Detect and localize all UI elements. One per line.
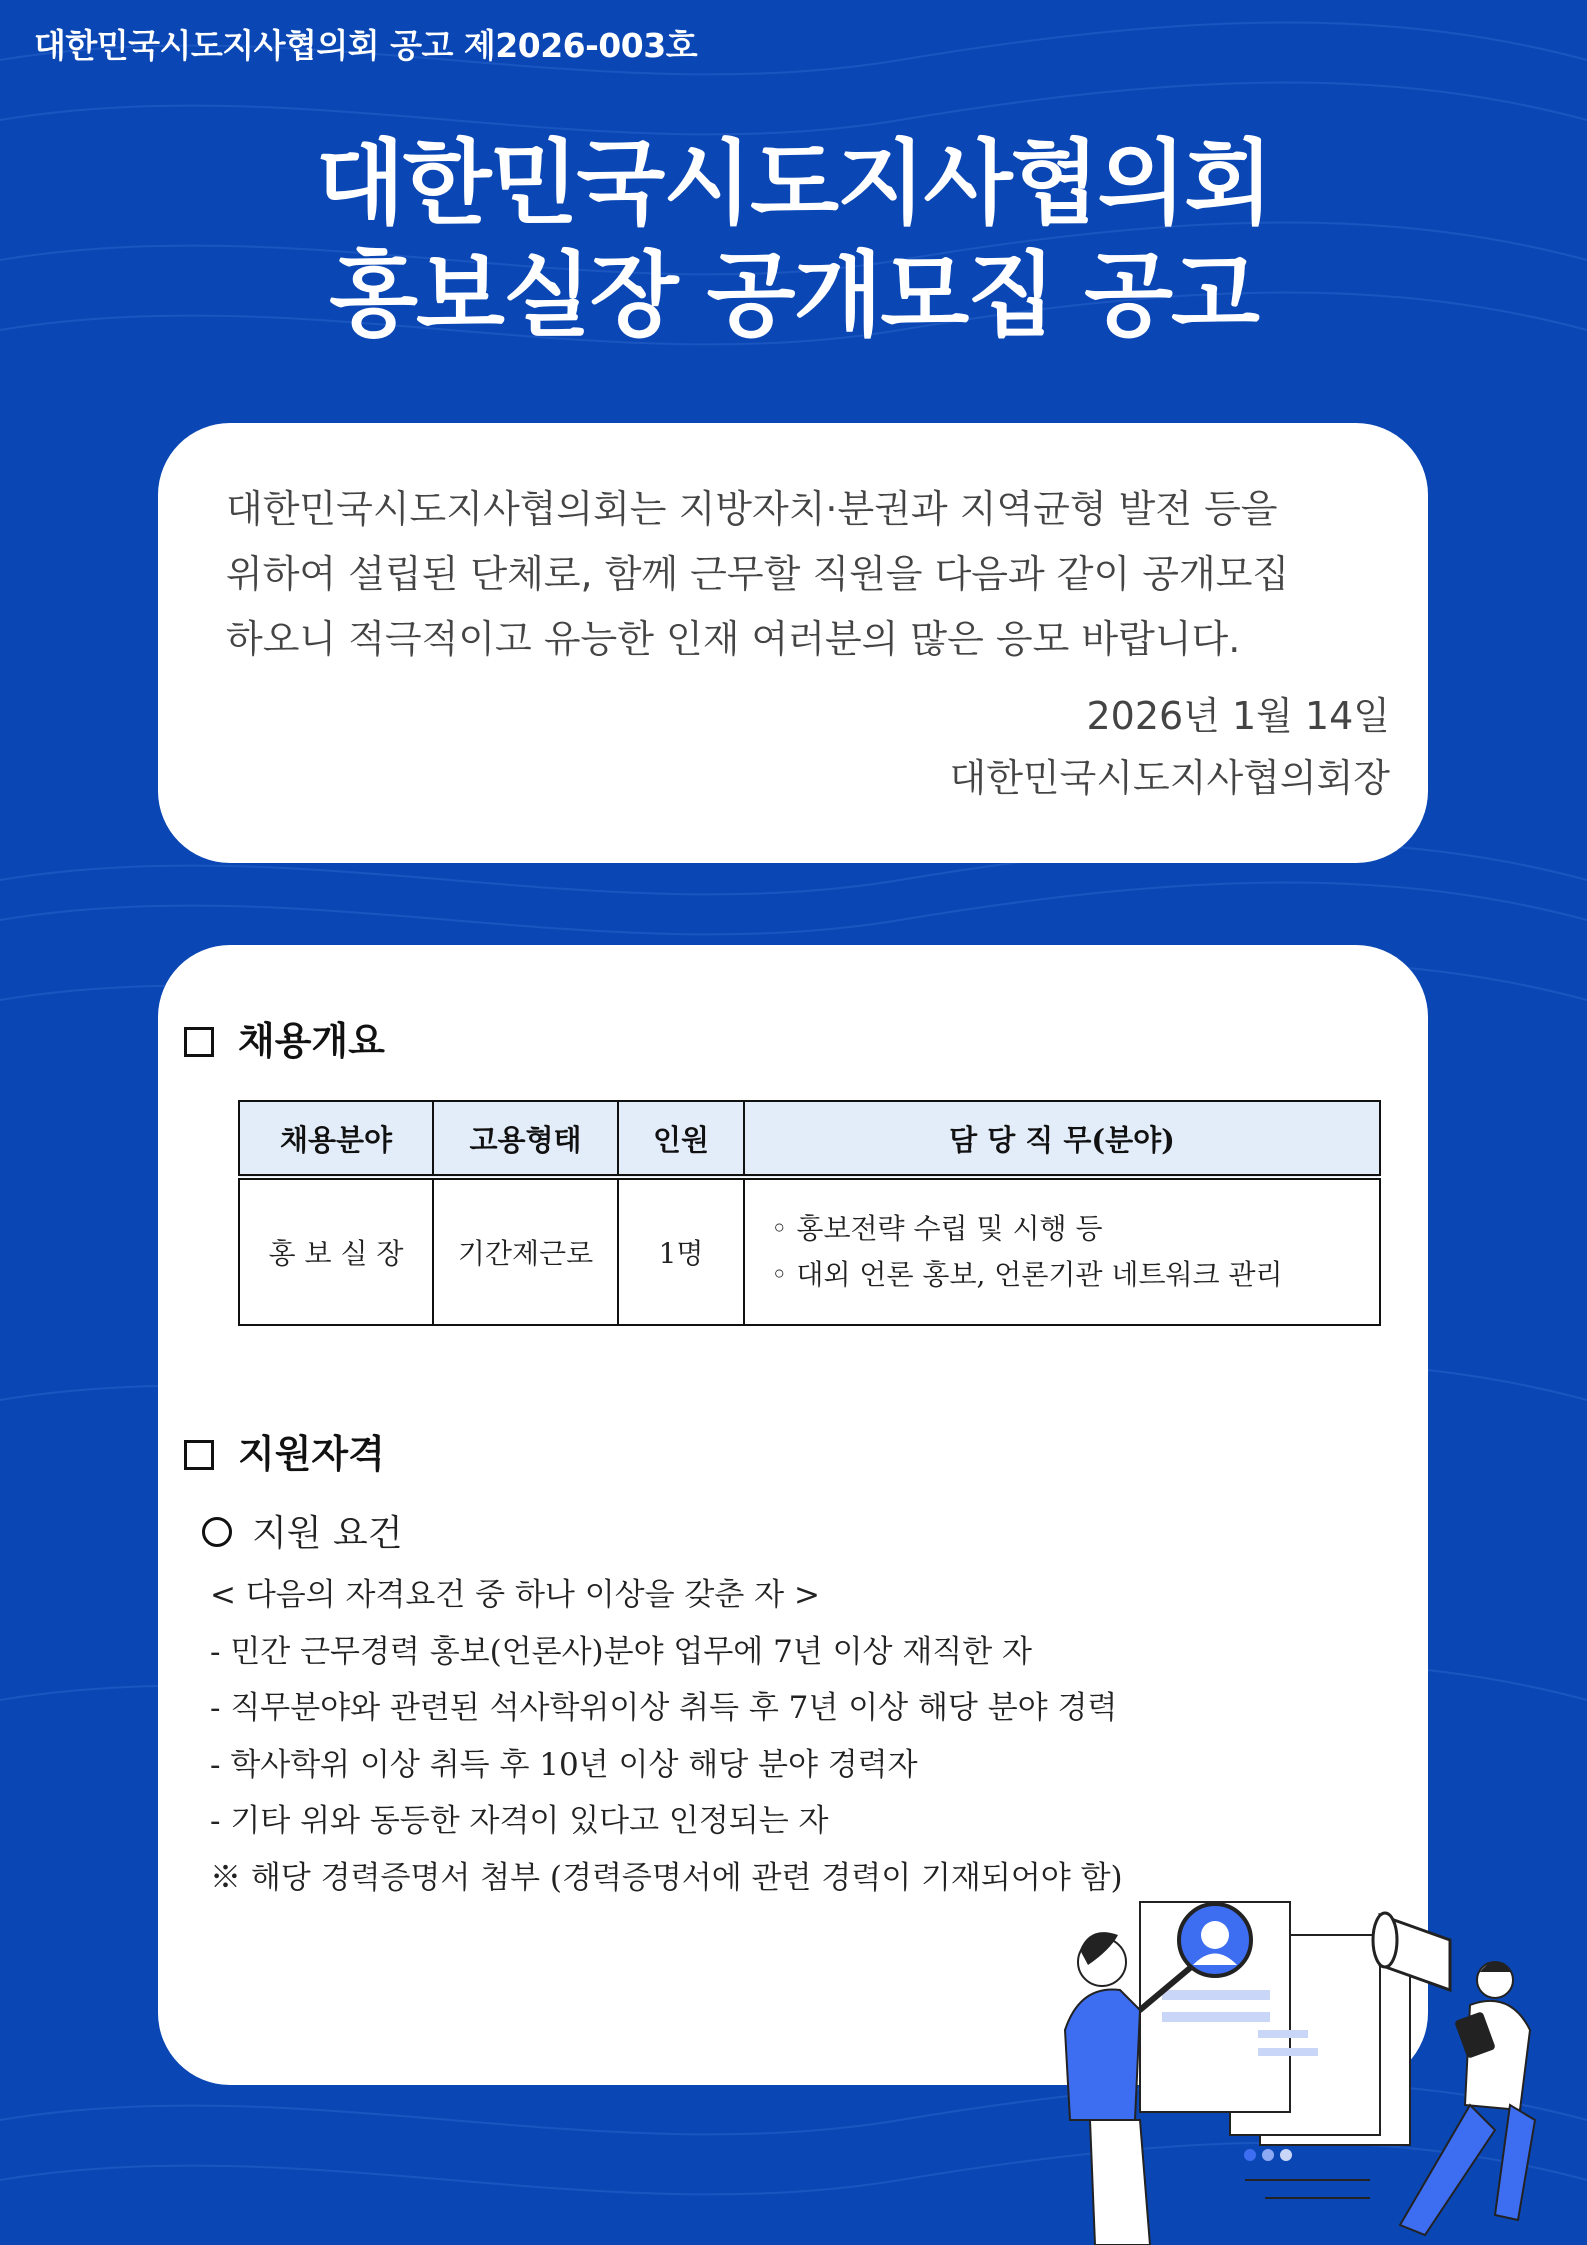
qualification-line: < 다음의 자격요건 중 하나 이상을 갖춘 자 > bbox=[210, 1577, 820, 1613]
section-heading-recruit bbox=[184, 1010, 385, 1065]
megaphone-bell-icon bbox=[1373, 1913, 1397, 1967]
page-title-line1: 대한민국시도지사협의회 bbox=[315, 130, 1272, 237]
square-bullet-icon bbox=[184, 1027, 214, 1057]
section-heading-text: 채용개요 bbox=[238, 1018, 385, 1063]
section-heading-qualification bbox=[184, 1423, 385, 1478]
intro-text bbox=[226, 477, 1386, 672]
intro-line: 위하여 설립된 단체로, 함께 근무할 직원을 다음과 같이 공개모집 bbox=[226, 552, 1290, 596]
person-legs-icon bbox=[1090, 2120, 1150, 2245]
column-header: 채용분야 bbox=[239, 1101, 433, 1177]
qualification-line: - 민간 근무경력 홍보(언론사)분야 업무에 7년 이상 재직한 자 bbox=[210, 1633, 1032, 1670]
signature-block bbox=[950, 685, 1391, 809]
qualification-list bbox=[210, 1567, 1123, 1906]
circle-bullet-icon bbox=[202, 1517, 232, 1547]
duty-item: ◦ 대외 언론 홍보, 언론기관 네트워크 관리 bbox=[771, 1258, 1283, 1291]
table-row bbox=[239, 1177, 1380, 1325]
notice-number: 대한민국시도지사협의회 공고 제2026-003호 bbox=[34, 26, 698, 65]
person-legs-icon bbox=[1400, 2105, 1495, 2235]
column-header: 인원 bbox=[618, 1101, 744, 1177]
section-heading-text: 지원자격 bbox=[238, 1431, 385, 1476]
sub-heading-text: 지원 요건 bbox=[252, 1513, 403, 1554]
dot-icon bbox=[1280, 2149, 1292, 2161]
recruit-table bbox=[238, 1100, 1381, 1326]
intro-line: 대한민국시도지사협의회는 지방자치·분권과 지역균형 발전 등을 bbox=[226, 487, 1278, 531]
signer: 대한민국시도지사협의회장 bbox=[949, 756, 1390, 800]
person-body-icon bbox=[1065, 1990, 1140, 2121]
square-bullet-icon bbox=[184, 1440, 214, 1470]
qualification-line: - 직무분야와 관련된 석사학위이상 취득 후 7년 이상 해당 분야 경력 bbox=[210, 1690, 1118, 1726]
duty-item: ◦ 홍보전략 수립 및 시행 등 bbox=[771, 1212, 1103, 1245]
dot-icon bbox=[1262, 2149, 1274, 2161]
text-line-icon bbox=[1258, 2030, 1308, 2038]
sub-heading-requirements bbox=[202, 1505, 403, 1556]
cell-field: 홍 보 실 장 bbox=[239, 1177, 433, 1325]
text-line-icon bbox=[1258, 2048, 1318, 2056]
dot-icon bbox=[1244, 2149, 1256, 2161]
intro-line: 하오니 적극적이고 유능한 인재 여러분의 많은 응모 바랍니다. bbox=[226, 617, 1241, 661]
intro-card bbox=[158, 423, 1428, 863]
text-line-icon bbox=[1162, 2012, 1270, 2022]
page-title-line2: 홍보실장 공개모집 공고 bbox=[329, 242, 1258, 349]
text-line-icon bbox=[1162, 1990, 1270, 2000]
recruitment-illustration bbox=[1040, 1880, 1570, 2245]
qualification-line: - 학사학위 이상 취득 후 10년 이상 해당 분야 경력자 bbox=[210, 1746, 918, 1783]
column-header: 담 당 직 무(분야) bbox=[744, 1101, 1380, 1177]
person-legs-icon bbox=[1495, 2105, 1535, 2220]
table-header-row bbox=[239, 1101, 1380, 1177]
page-title bbox=[0, 128, 1587, 352]
cell-headcount: 1명 bbox=[618, 1177, 744, 1325]
column-header: 고용형태 bbox=[433, 1101, 618, 1177]
notice-date: 2026년 1월 14일 bbox=[1086, 694, 1390, 738]
qualification-line: - 기타 위와 동등한 자격이 있다고 인정되는 자 bbox=[210, 1803, 829, 1839]
profile-head-icon bbox=[1201, 1921, 1229, 1949]
qualification-line: ※ 해당 경력증명서 첨부 (경력증명서에 관련 경력이 기재되어야 함) bbox=[210, 1859, 1123, 1896]
cell-duties bbox=[744, 1177, 1380, 1325]
cell-employment-type: 기간제근로 bbox=[433, 1177, 618, 1325]
